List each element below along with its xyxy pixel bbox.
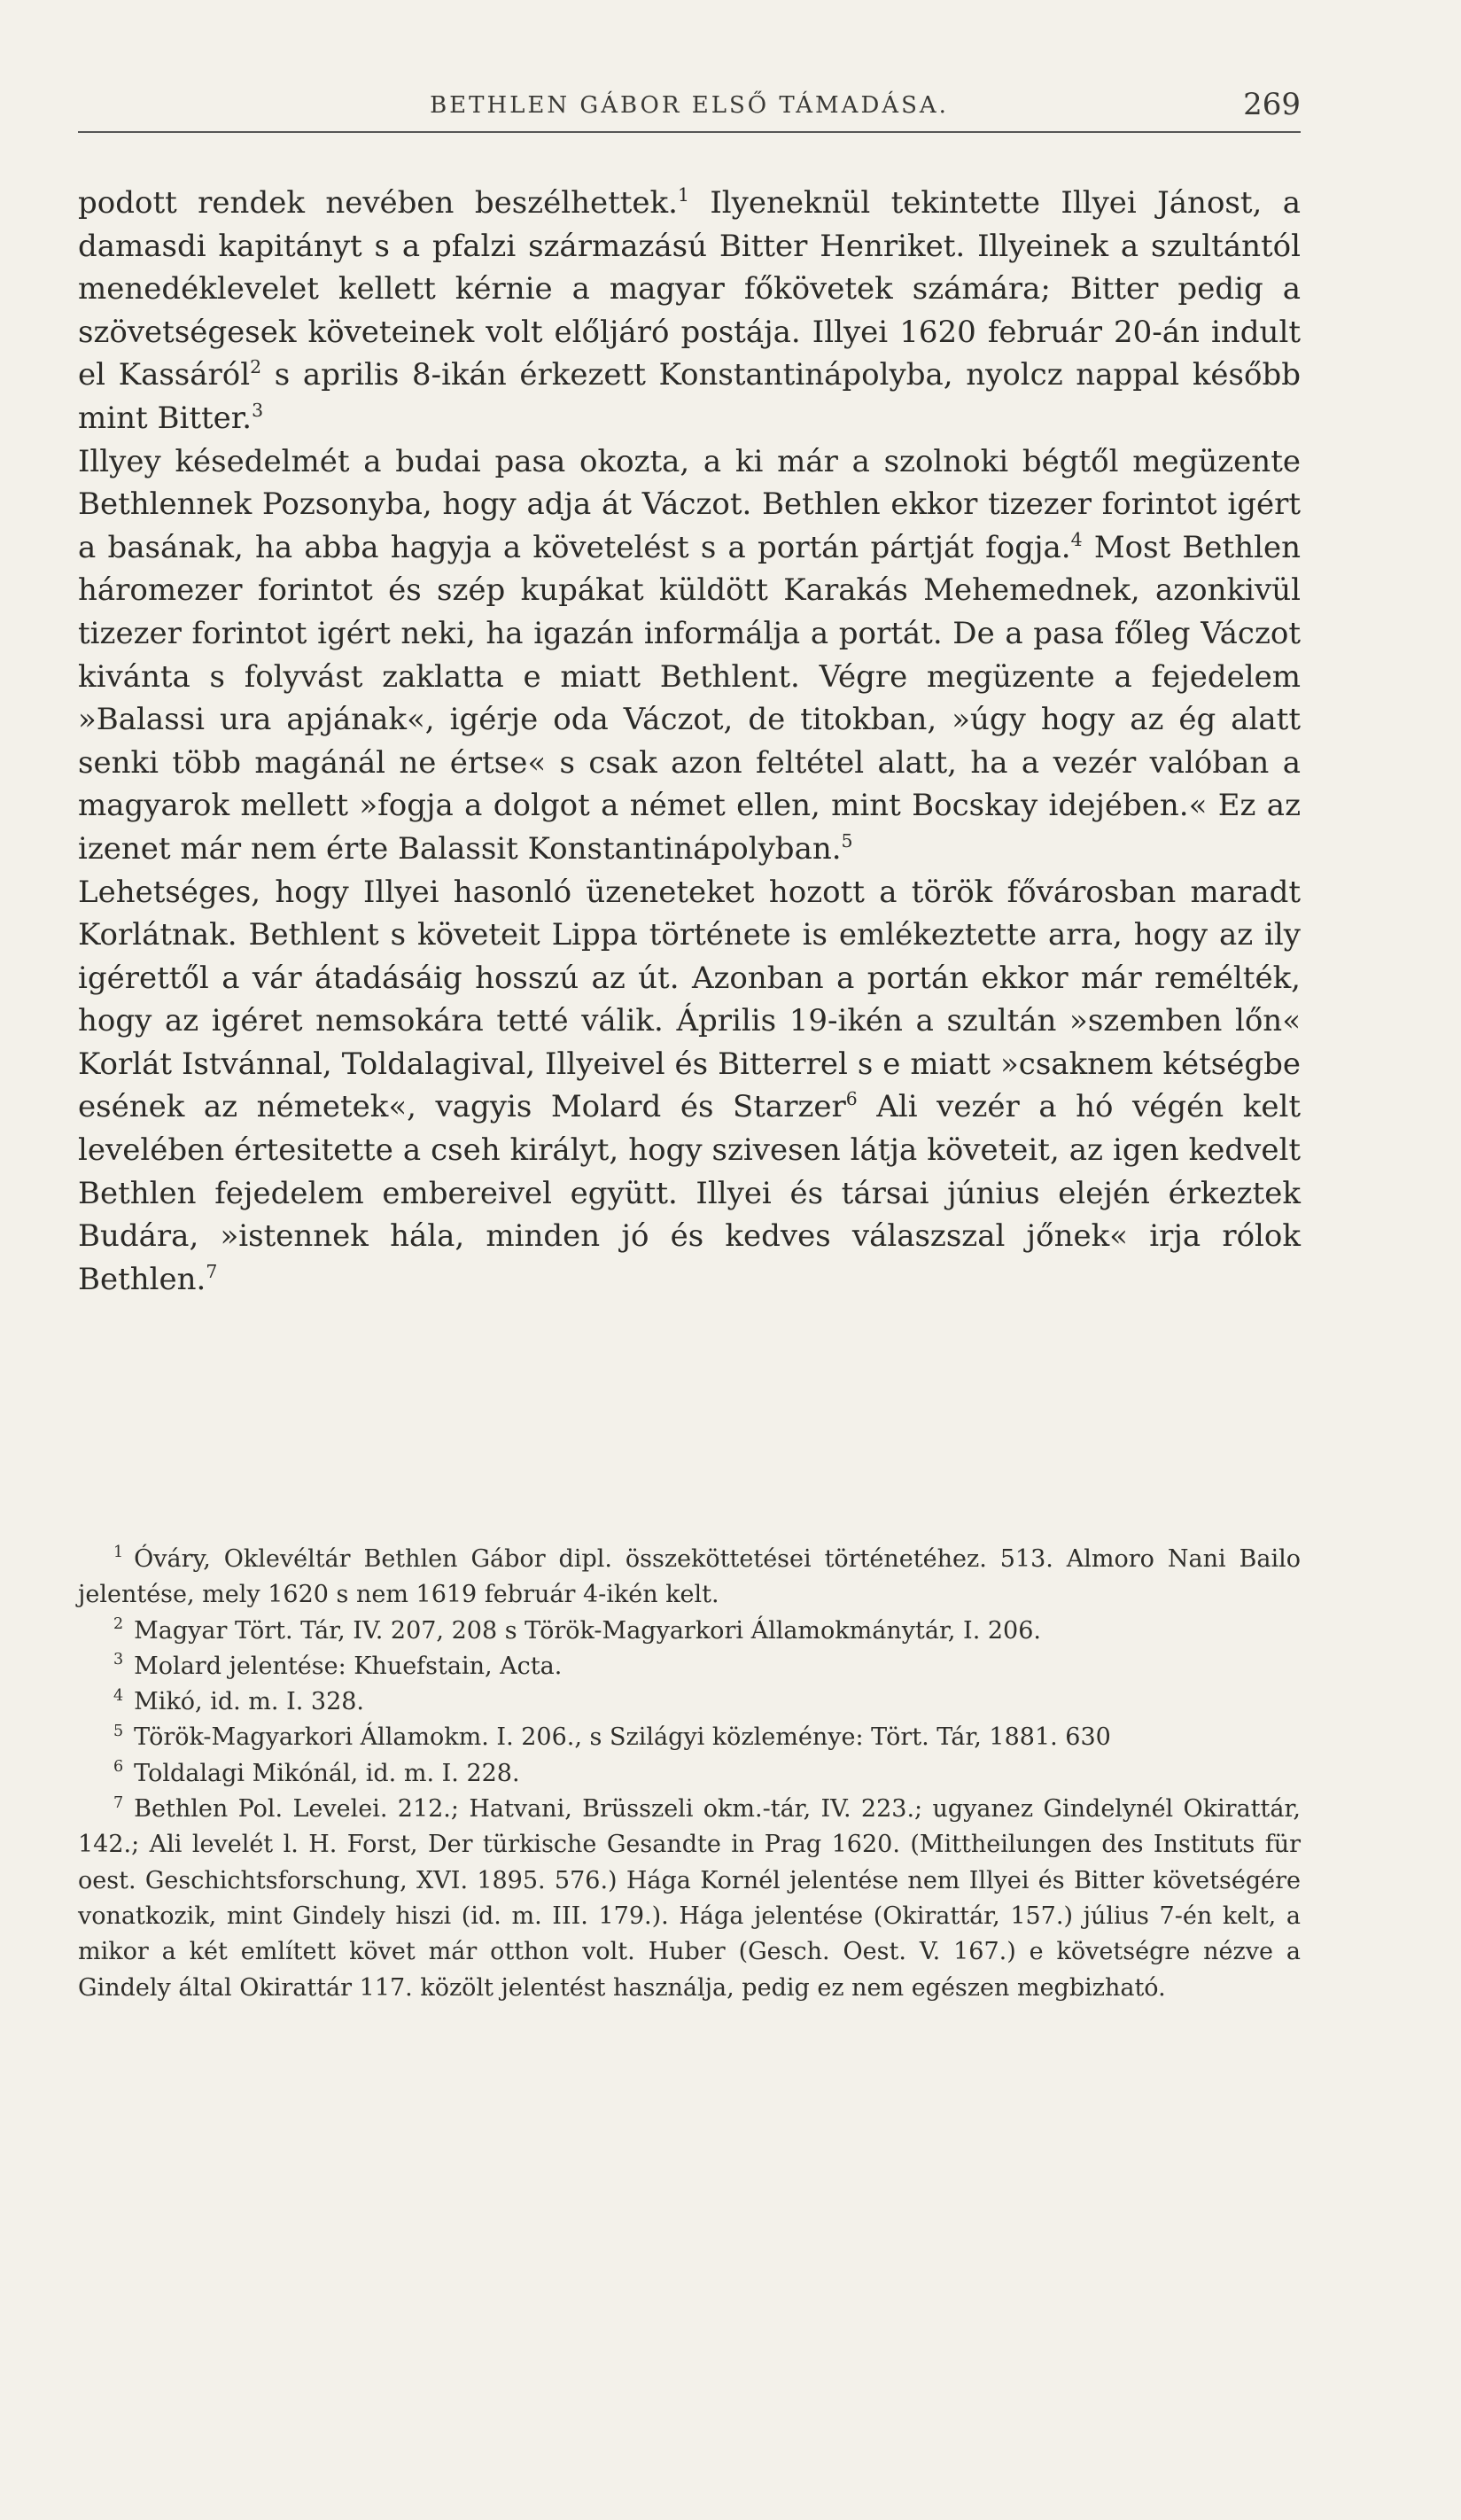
main-text bbox=[78, 182, 1301, 1301]
page-number: 269 bbox=[1243, 87, 1301, 122]
footnote-text: Török-Magyarkori Államokm. I. 206., s Szilágyi közleménye: Tört. Tár, 1881. 630 bbox=[134, 1723, 1111, 1752]
footnote-number: 1 bbox=[113, 1544, 124, 1562]
paragraph-text: Lehetséges, hogy Illyei hasonló üzeneteket hozott a török fővárosban maradt Korlátnak. Bethlent s követeit Lippa története is emlékeztette arra, hogy az ily igérettől a vár átadásáig hosszú az út. Azonban a portán ekkor már remélték, hogy az igéret nemsokára tetté válik. Április 19-ikén a szultán »szemben lőn« Korlát Istvánnal, Toldalagival, Illyeivel és Bitterrel s e miatt »csaknem kétségbe esének az németek«, vagyis Molard és Starzer bbox=[78, 874, 1301, 1125]
footnote-marker: 3 bbox=[252, 399, 264, 421]
footnote-number: 5 bbox=[113, 1722, 124, 1740]
footnote bbox=[78, 1756, 1301, 1792]
footnote bbox=[78, 1684, 1301, 1720]
footnote-text: Toldalagi Mikónál, id. m. I. 228. bbox=[134, 1759, 520, 1787]
paragraph-text: Most Bethlen háromezer forintot és szép kupákat küldött Karakás Mehemednek, azonkivül tizezer forintot igért neki, ha igazán informálja a portát. De a pasa főleg Váczot kivánta s folyvást zaklatta e miatt Bethlent. Végre megüzente a fejedelem »Balassi ura apjának«, igérje oda Váczot, de titokban, »úgy hogy az ég alatt senki több magánál ne értse« s csak azon feltétel alatt, ha a vezér valóban a magyarok mellett »fogja a dolgot a német ellen, mint Bocskay idejében.« Ez az izenet már nem érte Balassit Konstantinápolyban. bbox=[78, 529, 1301, 867]
footnotes bbox=[78, 1542, 1301, 2006]
body-paragraph bbox=[78, 440, 1301, 871]
footnote-text: Óváry, Oklevéltár Bethlen Gábor dipl. összeköttetései történetéhez. 513. Almoro Nani Bailo jelentése, mely 1620 s nem 1619 február 4-ikén kelt. bbox=[78, 1545, 1301, 1609]
footnote-number: 4 bbox=[113, 1686, 124, 1705]
footnote-number: 7 bbox=[113, 1793, 124, 1812]
header-rule bbox=[78, 131, 1301, 133]
paragraph-text: podott rendek nevében beszélhettek. bbox=[78, 185, 678, 221]
footnote-marker: 5 bbox=[841, 829, 853, 852]
page-header bbox=[78, 87, 1301, 129]
footnote-number: 6 bbox=[113, 1758, 124, 1777]
paragraph-text: Ilyeneknül tekintette Illyei Jánost, a damasdi kapitányt s a pfalzi származású Bitter Henriket. Illyeinek a szultántól menedéklevelet kellett kérnie a magyar főkövetek számára; Bitter pedig a szövetségesek követeinek volt előljáró postája. Illyei 1620 február 20-án indult el Kassáról bbox=[78, 185, 1301, 393]
footnote bbox=[78, 1542, 1301, 1614]
body-paragraph bbox=[78, 182, 1301, 440]
footnote-marker: 2 bbox=[250, 356, 262, 378]
footnote-marker: 6 bbox=[845, 1088, 858, 1110]
paragraph-text: s aprilis 8-ikán érkezett Konstantinápolyba, nyolcz nappal később mint Bitter. bbox=[78, 357, 1302, 436]
footnote bbox=[78, 1720, 1301, 1755]
footnote-text: Mikó, id. m. I. 328. bbox=[134, 1688, 365, 1716]
footnote-number: 3 bbox=[113, 1651, 124, 1669]
paragraph-text: Illyey késedelmét a budai pasa okozta, a ki már a szolnoki bégtől megüzente Bethlennek Pozsonyba, hogy adja át Váczot. Bethlen ekkor tizezer forintot igért a basának, ha abba hagyja a követelést s a portán pártját fogja. bbox=[78, 443, 1301, 565]
paragraph-text: Ali vezér a hó végén kelt levelében értesitette a cseh királyt, hogy szivesen látja követeit, az igen kedvelt Bethlen fejedelem embereivel együtt. Illyei és társai június elején érkeztek Budára, »istennek hála, minden jó és kedves válaszszal jőnek« irja rólok Bethlen. bbox=[78, 1089, 1301, 1297]
footnote bbox=[78, 1792, 1301, 2006]
footnote-text: Bethlen Pol. Levelei. 212.; Hatvani, Brüsszeli okm.-tár, IV. 223.; ugyanez Gindelynél Okirattár, 142.; Ali levelét l. H. Forst, Der türkische Gesandte in Prag 1620. (Mittheilungen des Instituts für oest. Geschichtsforschung, XVI. 1895. 576.) Hága Kornél jelentése nem Illyei és Bitter követségére vonatkozik, mint Gindely hiszi (id. m. III. 179.). Hága jelentése (Okirattár, 157.) július 7-én kelt, a mikor a két említett követ már otthon volt. Huber (Gesch. Oest. V. 167.) e követségre nézve a Gindely által Okirattár 117. közölt jelentést használja, pedig ez nem egészen megbizható. bbox=[78, 1795, 1301, 2002]
footnote-marker: 4 bbox=[1070, 528, 1083, 550]
body-paragraph bbox=[78, 871, 1301, 1302]
footnote-number: 2 bbox=[113, 1615, 124, 1634]
footnote-marker: 1 bbox=[677, 183, 689, 206]
footnote bbox=[78, 1614, 1301, 1649]
footnote-marker: 7 bbox=[206, 1260, 218, 1282]
running-title: BETHLEN GÁBOR ELSŐ TÁMADÁSA. bbox=[430, 92, 949, 119]
footnote-text: Molard jelentése: Khuefstain, Acta. bbox=[134, 1652, 563, 1680]
footnote bbox=[78, 1649, 1301, 1684]
footnote-text: Magyar Tört. Tár, IV. 207, 208 s Török-Magyarkori Államokmánytár, I. 206. bbox=[134, 1616, 1041, 1645]
